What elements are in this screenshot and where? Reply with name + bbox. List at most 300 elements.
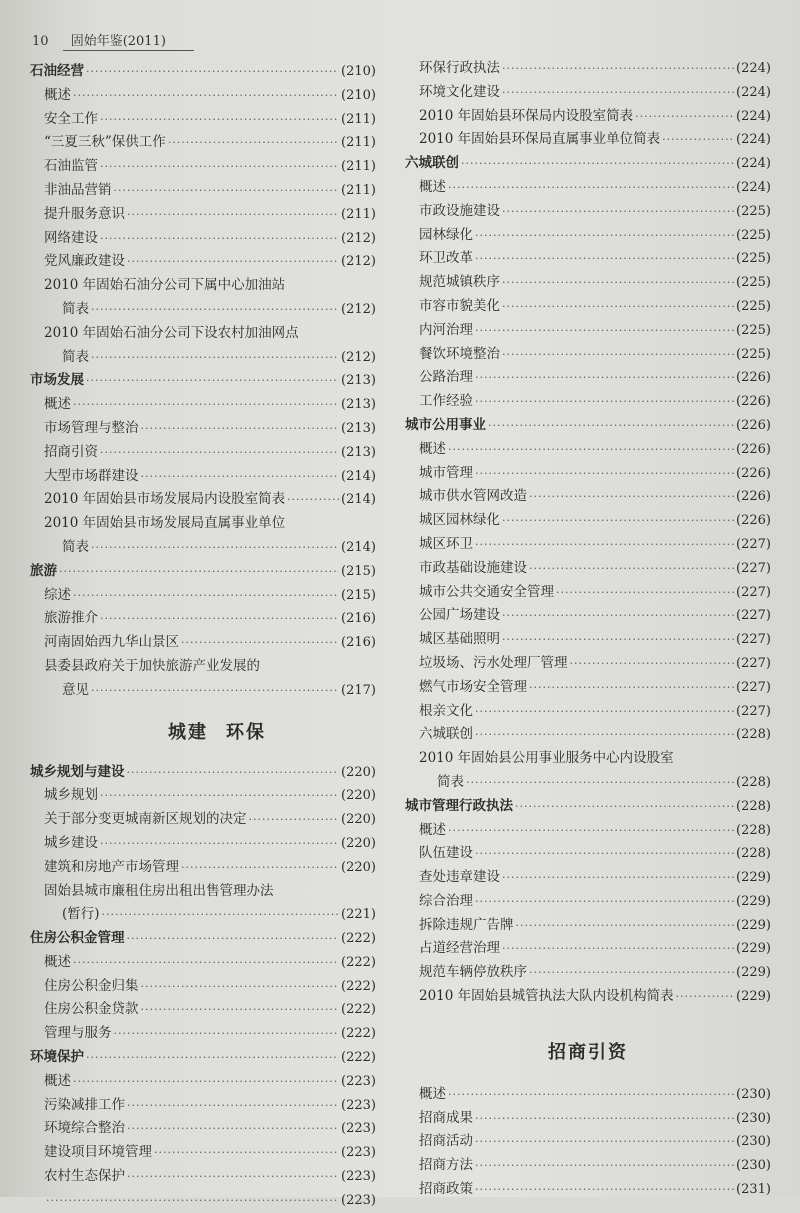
entry-title: 规范车辆停放秩序 [419, 964, 527, 981]
toc-entry [30, 1141, 376, 1165]
toc-entry [405, 462, 771, 486]
entry-title: 城市公用事业 [405, 416, 486, 433]
leader-dots [502, 343, 734, 367]
entry-title: 公园广场建设 [419, 607, 500, 624]
entry-page-number: (225) [736, 203, 771, 219]
toc-chapter-entry [30, 1046, 376, 1070]
leader-dots [100, 227, 339, 251]
entry-title: 园林绿化 [419, 226, 473, 243]
leader-dots [466, 771, 734, 795]
toc-entry [30, 832, 376, 856]
entry-page-number: (220) [341, 764, 376, 780]
toc-entry [30, 1117, 376, 1141]
leader-dots [448, 1083, 734, 1107]
leader-dots [475, 700, 734, 724]
leader-dots [168, 131, 339, 155]
leader-dots [114, 1022, 340, 1046]
entry-page-number: (210) [341, 87, 376, 103]
toc-entry [30, 417, 376, 441]
toc-left-column [30, 60, 376, 1213]
entry-title: 招商引资 [44, 443, 98, 460]
leader-dots [181, 631, 339, 655]
toc-entry [30, 1165, 376, 1189]
entry-title: 环境文化建设 [419, 83, 500, 100]
entry-title: 招商方法 [419, 1157, 473, 1174]
leader-dots [475, 462, 734, 486]
entry-page-number: (225) [736, 346, 771, 362]
toc-entry [30, 393, 376, 417]
entry-title: 2010 年固始县环保局内设股室简表 [419, 107, 634, 124]
entry-page-number: (225) [736, 275, 771, 291]
toc-entry [30, 655, 376, 679]
toc-entry [405, 628, 771, 652]
toc-entry [405, 985, 771, 1009]
toc-entry [30, 808, 376, 832]
entry-page-number: (223) [341, 1073, 376, 1089]
leader-dots [475, 890, 734, 914]
toc-entry [405, 581, 771, 605]
entry-page-number: (227) [736, 584, 771, 600]
entry-page-number: (211) [341, 206, 376, 222]
entry-page-number: (229) [736, 989, 771, 1005]
toc-entry [405, 937, 771, 961]
leader-dots [502, 604, 734, 628]
leader-dots [73, 951, 339, 975]
leader-dots [529, 676, 734, 700]
leader-dots [475, 390, 734, 414]
toc-entry [30, 880, 376, 904]
entry-title: 安全工作 [44, 110, 98, 127]
entry-page-number: (225) [736, 322, 771, 338]
entry-title: 环境综合整治 [44, 1120, 125, 1137]
toc-entry [405, 890, 771, 914]
entry-title: 占道经营治理 [419, 940, 500, 957]
toc-chapter-entry [405, 795, 771, 819]
entry-page-number: (226) [736, 513, 771, 529]
toc-entry [30, 998, 376, 1022]
entry-title: 市容市貌美化 [419, 297, 500, 314]
toc-entry [30, 465, 376, 489]
leader-dots [181, 856, 339, 880]
entry-title: 住房公积金贷款 [44, 1001, 139, 1018]
leader-dots [102, 903, 339, 927]
toc-entry [405, 557, 771, 581]
section-title-text: 招商引资 [548, 1041, 628, 1063]
toc-entry [405, 128, 771, 152]
leader-dots [100, 441, 339, 465]
entry-title: 城市供水管网改造 [419, 488, 527, 505]
toc-entry [405, 1107, 771, 1131]
leader-dots [91, 298, 339, 322]
leader-dots [73, 393, 339, 417]
leader-dots [475, 1107, 734, 1131]
entry-title: 2010 年固始县城管执法大队内设机构简表 [419, 988, 674, 1005]
entry-title: 招商成果 [419, 1109, 473, 1126]
entry-title: 简表 [62, 538, 89, 555]
entry-page-number: (211) [341, 135, 376, 151]
entry-title: 石油监管 [44, 158, 98, 175]
entry-title: 市政基础设施建设 [419, 559, 527, 576]
entry-page-number: (213) [341, 420, 376, 436]
leader-dots [100, 784, 339, 808]
entry-page-number: (228) [736, 822, 771, 838]
entry-title: 提升服务意识 [44, 205, 125, 222]
entry-title: 意见 [62, 681, 89, 698]
toc-entry [30, 250, 376, 274]
leader-dots [529, 961, 734, 985]
toc-entry [405, 200, 771, 224]
entry-title: 市场管理与整治 [44, 419, 139, 436]
leader-dots [287, 488, 339, 512]
entry-title: 非油品营销 [44, 181, 112, 198]
toc-entry [30, 536, 376, 560]
toc-entry [30, 346, 376, 370]
toc-entry [30, 975, 376, 999]
entry-page-number: (224) [736, 84, 771, 100]
leader-dots [141, 417, 340, 441]
entry-page-number: (216) [341, 635, 376, 651]
leader-dots [127, 250, 339, 274]
entry-page-number: (230) [736, 1158, 771, 1174]
entry-page-number: (212) [341, 230, 376, 246]
entry-page-number: (226) [736, 417, 771, 433]
toc-entry [30, 203, 376, 227]
leader-dots [141, 998, 340, 1022]
entry-page-number: (227) [736, 679, 771, 695]
entry-page-number: (222) [341, 931, 376, 947]
entry-page-number: (217) [341, 682, 376, 698]
entry-page-number: (212) [341, 301, 376, 317]
entry-title: 城市管理行政执法 [405, 797, 513, 814]
entry-page-number: (223) [341, 1121, 376, 1137]
toc-entry [405, 390, 771, 414]
entry-title: 概述 [419, 440, 446, 457]
entry-page-number: (225) [736, 251, 771, 267]
entry-title: 2010 年固始县市场发展局内设股室简表 [44, 491, 286, 508]
toc-entry [405, 652, 771, 676]
entry-title: 队伍建设 [419, 845, 473, 862]
entry-page-number: (224) [736, 108, 771, 124]
entry-page-number: (226) [736, 370, 771, 386]
entry-page-number: (223) [341, 1145, 376, 1161]
entry-title: 规范城镇秩序 [419, 274, 500, 291]
entry-title: 六城联创 [405, 155, 459, 172]
leader-dots [127, 927, 340, 951]
entry-title: 查处违章建设 [419, 869, 500, 886]
leader-dots [475, 723, 734, 747]
entry-page-number: (223) [341, 1192, 376, 1208]
leader-dots [556, 581, 734, 605]
entry-title: 旅游 [30, 562, 57, 579]
entry-page-number: (214) [341, 539, 376, 555]
leader-dots [127, 761, 340, 785]
entry-title: 概述 [44, 86, 71, 103]
toc-entry [30, 298, 376, 322]
entry-page-number: (213) [341, 373, 376, 389]
toc-entry [405, 343, 771, 367]
toc-entry [405, 723, 771, 747]
entry-title: 城区园林绿化 [419, 512, 500, 529]
entry-title: (暂行) [62, 906, 100, 923]
entry-title: 简表 [62, 300, 89, 317]
leader-dots [488, 414, 734, 438]
entry-page-number: (231) [736, 1182, 771, 1198]
toc-entry [405, 1178, 771, 1202]
entry-page-number: (229) [736, 870, 771, 886]
leader-dots [91, 536, 339, 560]
entry-page-number: (216) [341, 611, 376, 627]
leader-dots [141, 465, 340, 489]
toc-chapter-entry [30, 927, 376, 951]
leader-dots [502, 295, 734, 319]
leader-dots [86, 60, 339, 84]
toc-entry [405, 819, 771, 843]
entry-page-number: (230) [736, 1086, 771, 1102]
toc-entry [30, 951, 376, 975]
toc-entry [30, 274, 376, 298]
entry-title: 网络建设 [44, 229, 98, 246]
leader-dots [59, 560, 339, 584]
leader-dots [529, 485, 734, 509]
toc-entry [405, 81, 771, 105]
toc-chapter-entry [30, 369, 376, 393]
entry-page-number: (228) [736, 727, 771, 743]
leader-dots [73, 1070, 339, 1094]
toc-entry [30, 179, 376, 203]
toc-entry [30, 488, 376, 512]
toc-entry [30, 441, 376, 465]
toc-entry [405, 438, 771, 462]
entry-page-number: (215) [341, 587, 376, 603]
leader-dots [73, 584, 339, 608]
leader-dots [502, 81, 734, 105]
entry-title: 概述 [44, 953, 71, 970]
section-title [30, 713, 376, 753]
toc-entry [405, 105, 771, 129]
toc-entry [30, 1094, 376, 1118]
entry-page-number: (224) [736, 179, 771, 195]
leader-dots [86, 1046, 339, 1070]
section-title [405, 1033, 771, 1073]
entry-page-number: (229) [736, 893, 771, 909]
entry-page-number: (224) [736, 156, 771, 172]
entry-title: 石油经营 [30, 63, 84, 79]
entry-page-number: (226) [736, 465, 771, 481]
leader-dots [46, 1189, 339, 1213]
leader-dots [249, 808, 340, 832]
toc-entry [30, 131, 376, 155]
toc-entry [30, 679, 376, 703]
entry-page-number: (214) [341, 468, 376, 484]
toc-entry [30, 584, 376, 608]
leader-dots [516, 914, 735, 938]
toc-entry [405, 604, 771, 628]
entry-page-number: (223) [341, 1097, 376, 1113]
leader-dots [448, 438, 734, 462]
entry-page-number: (220) [341, 812, 376, 828]
entry-page-number: (221) [341, 907, 376, 923]
entry-title: 简表 [62, 348, 89, 365]
entry-title: 概述 [44, 396, 71, 413]
toc-entry [30, 1022, 376, 1046]
entry-title: 住房公积金归集 [44, 977, 139, 994]
entry-title: 内河治理 [419, 321, 473, 338]
entry-page-number: (213) [341, 444, 376, 460]
entry-title: 根亲文化 [419, 702, 473, 719]
entry-page-number: (226) [736, 489, 771, 505]
entry-page-number: (227) [736, 703, 771, 719]
toc-entry [405, 533, 771, 557]
entry-page-number: (225) [736, 227, 771, 243]
toc-entry [405, 509, 771, 533]
toc-entry [30, 856, 376, 880]
toc-entry [30, 903, 376, 927]
entry-page-number: (228) [736, 798, 771, 814]
leader-dots [100, 607, 339, 631]
leader-dots [100, 155, 339, 179]
leader-dots [448, 176, 734, 200]
entry-title: 城市公共交通安全管理 [419, 583, 554, 600]
leader-dots [73, 84, 339, 108]
entry-title: 固始县城市廉租住房出租出售管理办法 [44, 882, 274, 899]
toc-entry [405, 914, 771, 938]
entry-page-number: (225) [736, 298, 771, 314]
toc-entry [405, 961, 771, 985]
toc-entry [30, 1070, 376, 1094]
toc-entry [405, 485, 771, 509]
entry-page-number: (230) [736, 1134, 771, 1150]
toc-entry [30, 607, 376, 631]
entry-title: 概述 [44, 1072, 71, 1089]
entry-title: 2010 年固始县公用事业服务中心内设股室 [419, 750, 674, 767]
toc-chapter-entry [405, 152, 771, 176]
toc-entry [405, 842, 771, 866]
toc-entry [405, 1154, 771, 1178]
toc-entry [30, 108, 376, 132]
entry-page-number: (227) [736, 632, 771, 648]
entry-page-number: (213) [341, 397, 376, 413]
entry-title: 概述 [419, 821, 446, 838]
toc-chapter-entry [30, 761, 376, 785]
leader-dots [475, 247, 734, 271]
entry-page-number: (212) [341, 254, 376, 270]
toc-entry [30, 1189, 376, 1213]
entry-page-number: (227) [736, 608, 771, 624]
entry-title: 城乡规划与建设 [30, 763, 125, 780]
toc-entry [30, 227, 376, 251]
toc-entry [405, 866, 771, 890]
entry-title: 旅游推介 [44, 610, 98, 627]
entry-title: 综合治理 [419, 892, 473, 909]
entry-title: 燃气市场安全管理 [419, 678, 527, 695]
entry-title: 环境保护 [30, 1049, 84, 1066]
leader-dots [448, 819, 734, 843]
entry-title: 餐饮环境整治 [419, 345, 500, 362]
entry-title: 建设项目环境管理 [44, 1144, 152, 1161]
entry-page-number: (229) [736, 917, 771, 933]
entry-page-number: (211) [341, 111, 376, 127]
toc-entry [405, 319, 771, 343]
leader-dots [154, 1141, 339, 1165]
entry-title: 简表 [437, 773, 464, 790]
leader-dots [502, 628, 734, 652]
entry-title: 关于部分变更城南新区规划的决定 [44, 811, 247, 828]
entry-page-number: (228) [736, 846, 771, 862]
leader-dots [141, 975, 340, 999]
leader-dots [475, 533, 734, 557]
toc-entry [405, 57, 771, 81]
entry-page-number: (212) [341, 349, 376, 365]
toc-entry [405, 1130, 771, 1154]
entry-title: 综述 [44, 586, 71, 603]
leader-dots [475, 224, 734, 248]
entry-title: 2010 年固始石油分公司下设农村加油网点 [44, 324, 299, 341]
leader-dots [475, 319, 734, 343]
entry-title: 城区基础照明 [419, 631, 500, 648]
entry-title: 城区环卫 [419, 535, 473, 552]
entry-title: 招商政策 [419, 1181, 473, 1198]
entry-page-number: (220) [341, 788, 376, 804]
toc-entry [405, 295, 771, 319]
entry-title: 县委县政府关于加快旅游产业发展的 [44, 657, 260, 674]
entry-title: 城市管理 [419, 464, 473, 481]
entry-title: 概述 [419, 178, 446, 195]
entry-title: 污染减排工作 [44, 1096, 125, 1113]
entry-page-number: (229) [736, 965, 771, 981]
entry-page-number: (220) [341, 835, 376, 851]
entry-page-number: (227) [736, 655, 771, 671]
leader-dots [100, 108, 339, 132]
leader-dots [91, 346, 339, 370]
entry-title: 建筑和房地产市场管理 [44, 858, 179, 875]
page-number: 10 [32, 34, 49, 49]
leader-dots [475, 1178, 734, 1202]
leader-dots [475, 1130, 734, 1154]
section-title-text: 环保 [226, 721, 266, 743]
toc-chapter-entry [405, 414, 771, 438]
entry-title: 拆除违规广告牌 [419, 916, 514, 933]
leader-dots [114, 179, 340, 203]
book-title: 固始年鉴(2011) [63, 30, 194, 51]
entry-page-number: (211) [341, 182, 376, 198]
entry-title: 招商活动 [419, 1133, 473, 1150]
entry-page-number: (222) [341, 954, 376, 970]
entry-title: “三夏三秋”保供工作 [44, 134, 166, 151]
entry-page-number: (214) [341, 492, 376, 508]
entry-page-number: (226) [736, 394, 771, 410]
leader-dots [502, 200, 734, 224]
entry-page-number: (223) [341, 1169, 376, 1185]
leader-dots [662, 128, 734, 152]
entry-page-number: (222) [341, 978, 376, 994]
leader-dots [475, 842, 734, 866]
entry-title: 工作经验 [419, 393, 473, 410]
toc-entry [30, 512, 376, 536]
leader-dots [502, 271, 734, 295]
entry-title: 六城联创 [419, 726, 473, 743]
entry-title: 公路治理 [419, 369, 473, 386]
toc-entry [405, 676, 771, 700]
leader-dots [91, 679, 339, 703]
entry-title: 市场发展 [30, 372, 84, 389]
toc-entry [405, 747, 771, 771]
leader-dots [502, 937, 734, 961]
entry-page-number: (215) [341, 563, 376, 579]
entry-title: 市政设施建设 [419, 202, 500, 219]
leader-dots [461, 152, 734, 176]
entry-title: 管理与服务 [44, 1025, 112, 1042]
toc-entry [405, 247, 771, 271]
